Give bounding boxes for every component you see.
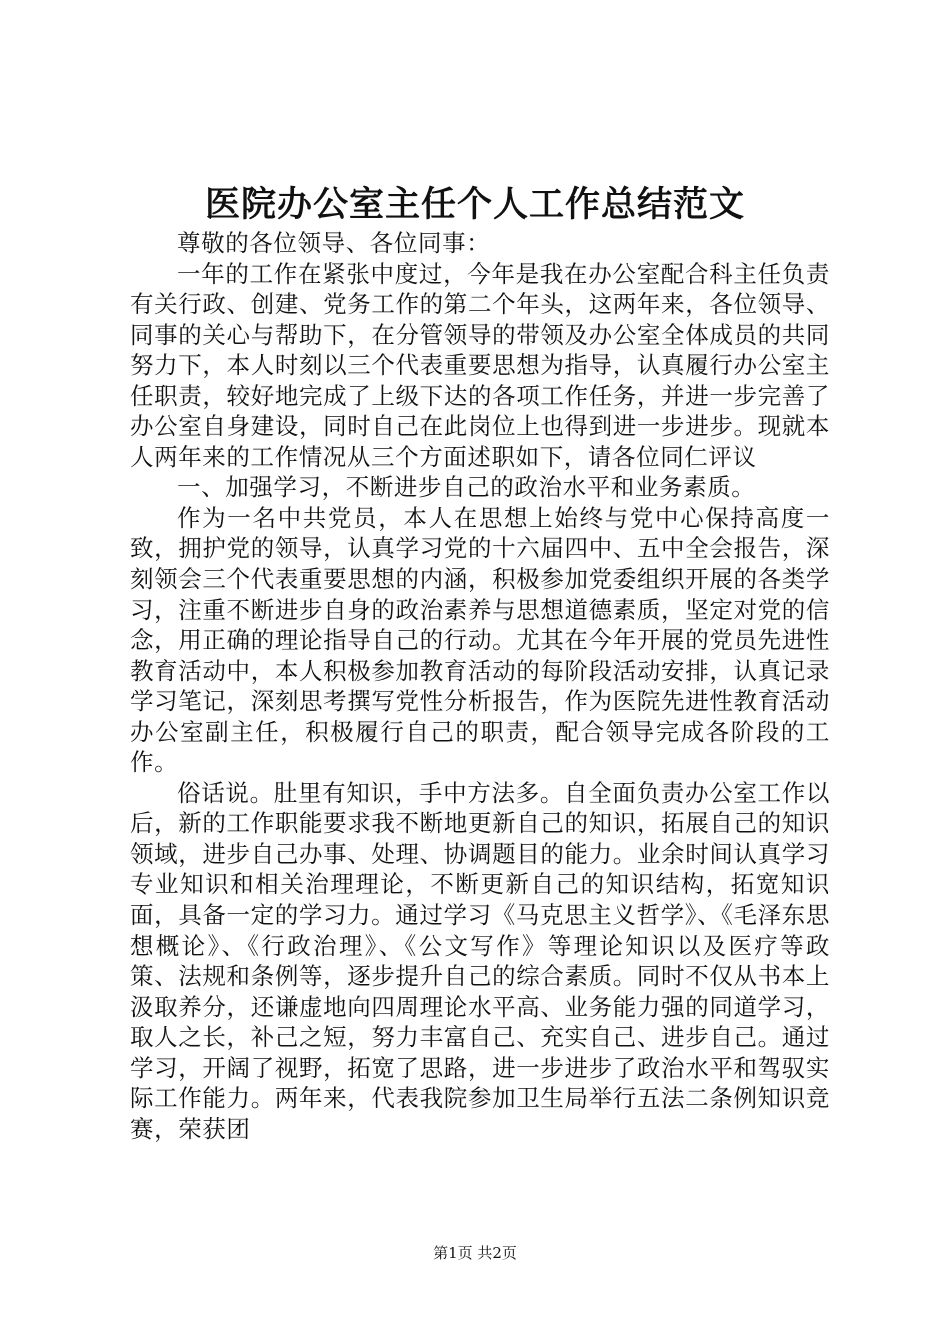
salutation-paragraph: 尊敬的各位领导、各位同事：	[177, 229, 491, 257]
document-body	[130, 228, 830, 1144]
section-heading: 一、加强学习，不断进步自己的政治水平和业务素质。	[177, 473, 756, 502]
body-paragraph: 俗话说。肚里有知识，手中方法多。自全面负责办公室工作以后，新的工作职能要求我不断地更新自己的知识，拓展自己的知识领域，进步自己办事、处理、协调题目的能力。业余时间认真学习专业知识和相关治理理论，不断更新自己的知识结构，拓宽知识面，具备一定的学习力。通过学习《马克思主义哲学》、《毛泽东思想概论》、《行政治理》、《公文写作》等理论知识以及医疗等政策、法规和条例等，逐步提升自己的综合素质。同时不仅从书本上汲取养分，还谦虚地向四周理论水平高、业务能力强的同道学习，取人之长，补己之短，努力丰富自己、充实自己、进步自己。通过学习，开阔了视野，拓宽了思路，进一步进步了政治水平和驾驭实际工作能力。两年来，代表我院参加卫生局举行五法二条例知识竞赛，荣获团	[130, 778, 830, 1143]
document-title: 医院办公室主任个人工作总结范文	[204, 184, 745, 225]
intro-paragraph: 一年的工作在紧张中度过，今年是我在办公室配合科主任负责有关行政、创建、党务工作的第二个年头，这两年来，各位领导、同事的关心与帮助下，在分管领导的带领及办公室全体成员的共同努力下，本人时刻以三个代表重要思想为指导，认真履行办公室主任职责，较好地完成了上级下达的各项工作任务，并进一步完善了办公室自身建设，同时自己在此岗位上也得到进一步进步。现就本人两年来的工作情况从三个方面述职如下，请各位同仁评议	[130, 259, 830, 471]
page-footer: 第1页 共2页	[433, 1244, 517, 1262]
body-paragraph: 作为一名中共党员，本人在思想上始终与党中心保持高度一致，拥护党的领导，认真学习党的十六届四中、五中全会报告，深刻领会三个代表重要思想的内涵，积极参加党委组织开展的各类学习，注重不断进步自身的政治素养与思想道德素质，坚定对党的信念，用正确的理论指导自己的行动。尤其在今年开展的党员先进性教育活动中，本人积极参加教育活动的每阶段活动安排，认真记录学习笔记，深刻思考撰写党性分析报告，作为医院先进性教育活动办公室副主任，积极履行自己的职责，配合领导完成各阶段的工作。	[130, 503, 830, 777]
